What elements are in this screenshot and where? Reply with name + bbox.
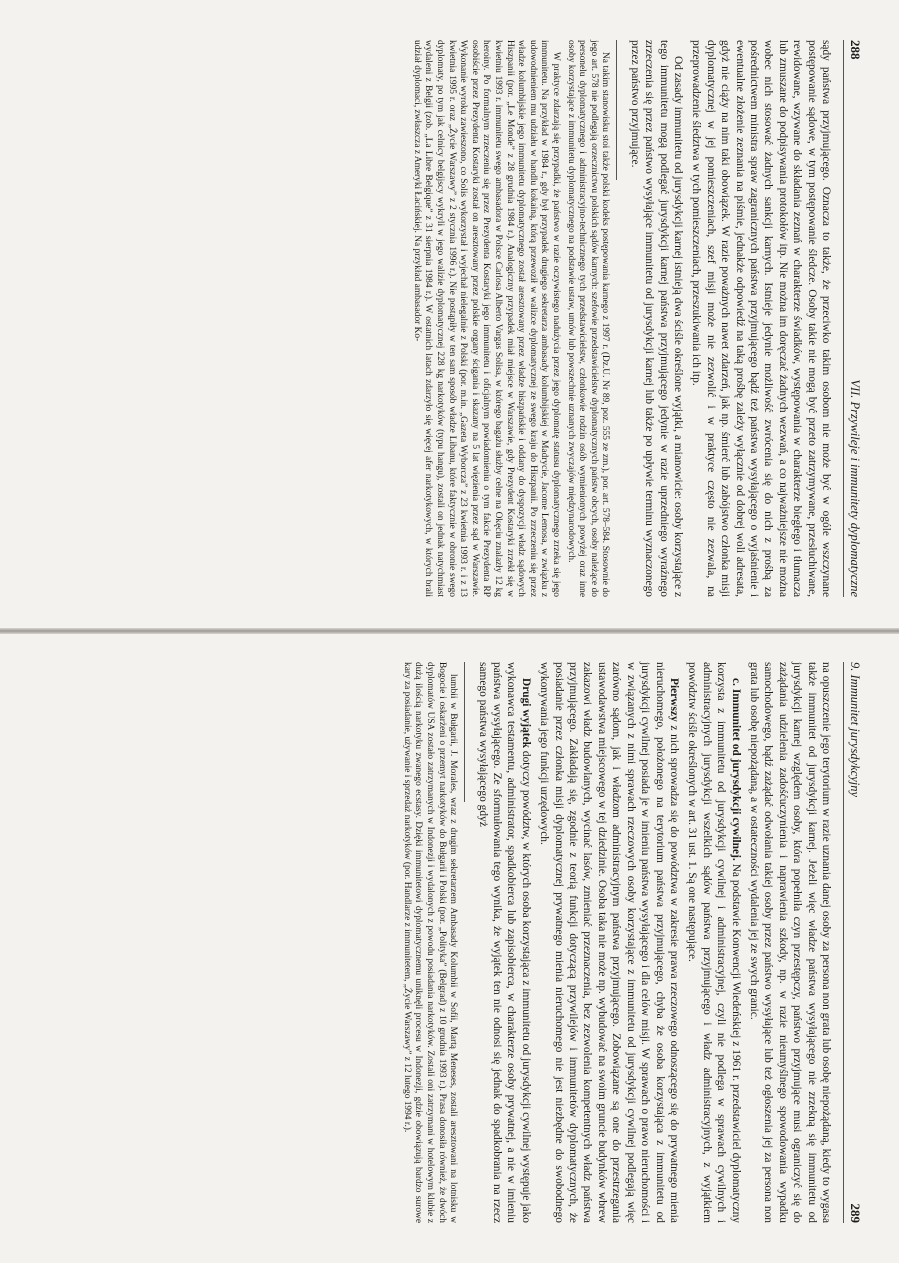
right-paragraph-3 [537, 662, 681, 1223]
footnote-separator [464, 662, 465, 802]
right-paragraph-1: na opuszczenie jego terytorium w razie uznania danej osoby za persona non grata lub osobę niepożądaną, kiedy to wygasa także immunitet od jurysdykcji karnej. Jeżeli więc władze państwa wysyłającego nie zrzekną się immunitetu od jurysdykcji karnej względem osoby, która popełniła czyn przestępczy, państwo przyjmujące musi ograniczyć się do zażądania udzielenia zadośćuczynienia i naprawienia szkody, np. w razie nieumyślnego spowodowania wypadku samochodowego, bądź zażądać odwołania takiej osoby przez państwo wysyłające lub też ogłoszenia jej za persona non grata lub osobę niepożądaną, a w ostateczności wydalenia jej ze swych granic. [747, 662, 832, 1223]
heading-civil-immunity: c. Immunitet od jurysdykcji cywilnej. [729, 678, 742, 861]
right-paragraph-2-text: Na podstawie Konwencji Wiedeńskiej z 1961 r. przedstawiciel dyplomatyczny korzysta z immunitetu od jurysdykcji cywilnej i administracyjnej, czyli nie podlega w sprawach cywilnych i administracyjnych jurysdykcji wszelkich sądów państwa przyjmującego i władz administracyjnych, z wyjątkiem powództw ściśle określonych w art. 31 ust. 1. Są one następujące. [686, 662, 742, 1223]
heading-first-exception: Pierwszy [667, 678, 680, 722]
right-page-number: 289 [848, 1203, 863, 1223]
right-running-header [843, 662, 863, 1223]
left-footnote-1: Na takim stanowisku stoi także polski kodeks postępowania karnego z 1997 r. (Dz.U. Nr 89, poz. 555 ze zm.), por. art. 578–584. Stosownie do jego art. 578 nie podlegają orzecznictwu polskich sądów karnych: szefowie przedstawicielstw dyplomatycznych państw obcych, osoby należące do personelu dyplomatycznego i administracyjno-technicznego tych przedstawicielstw, członkowie rodzin osób wymienionych powyżej oraz inne osoby korzystające z immunitetu dyplomatycznego na podstawie ustaw, umów lub powszechnie uznanych zwyczajów międzynarodowych. [565, 40, 611, 597]
footnote-separator [616, 40, 617, 180]
right-footnote-1: lumbii w Bułgarii, J. Morales, wraz z drugim sekretarzem Ambasady Kolumbii w Sofii, Martą Meneses, zostali aresztowani na lotnisku w Bogocie i oskarżeni o przemyt narkotyków do Bułgarii i Polski (por. „Polityka” (Belgrad) z 10 grudnia 1993 r.). Prasa donosiła również, że dwóch dyplomatów USA zostało zatrzymanych w Indonezji i wydalonych z powodu posiadania narkotyków. Zostali oni zatrzymani w hotelowym klubie z dużą ilością narkotyku zwanego ecstasy. Dzięki immunitetowi dyplomatycznemu uniknęli procesu w Indonezji, gdzie obowiązują bardzo surowe kary za posiadanie, używanie i sprzedaż narkotyków (por. Handlarze z immunitetem, „Życie Warszawy” z 12 lutego 1994 r.). [401, 662, 459, 1223]
right-paragraph-4 [475, 662, 533, 1223]
left-paragraph-2: Od zasady immunitetu od jurysdykcji karnej istnieją dwa ściśle określone wyjątki, a mianowicie: osoby korzystające z tego immunitetu mogą podlegać jurysdykcji karnej państwa przyjmującego jedynie w razie uprzedniego wyraźnego zrzeczenia się przez państwo wysyłające immunitetu od jurysdykcji karnej lub także po upływie terminu wyznaczonego przez państwo przyjmujące. [628, 40, 684, 597]
right-paragraph-4-text: dotyczy powództw, w których osoba korzystająca z immunitetu od jurysdykcji cywilnej występuje jako wykonawca testamentu, administrator, spadkobierca lub zapisobierca, w charakterze osoby prywatnej, a nie w imieniu państwa wysyłającego. Ze sformułowania tego wynika, że wyjątek ten nie odnosi się jednak do spadkobrania na rzecz samego państwa wysyłającego gdyż [476, 662, 532, 1223]
right-paragraph-3-text: z nich sprowadza się do powództwa w zakresie prawa rzeczowego odnoszącego się do prywatnego mienia nieruchomego, położonego na terytorium państwa przyjmującego, chyba że osoba korzystająca z immunitetu od jurysdykcji cywilnej posiada je w imieniu państwa wysyłającego i dla celów misji. W sprawach o prawo nieruchomości i w związanych z nimi sprawach rzeczowych osoby korzystające z immunitetu od jurysdykcji cywilnej podlegają więc zarówno sądom, jak i władzom administracyjnym państwa przyjmującego. Zobowiązane są one do przestrzegania ustawodawstwa miejscowego w tej dziedzinie. Osoba taka nie może np. wybudować na swoim gruncie budynków wbrew zakazowi władz budowlanych, wycinać lasów, zmieniać przeznaczenia, bez zezwolenia kompetentnych władz państwa przyjmującego. Zakładają się, zgodnie z teorią funkcji dotyczącą przywilejów i immunitetów dyplomatycznych, że posiadanie przez członka misji dyplomatycznej prywatnego mienia nieruchomego nie jest niezbędne do swobodnego wykonywania jego funkcji urzędowych. [538, 662, 680, 1223]
left-running-title: VII. Przywileje i immunitety dyplomatyczne [848, 379, 862, 597]
left-paragraph-1: sądy państwa przyjmującego. Oznacza to także, że przeciwko takim osobom nie może być w ogóle wszczynane postępowanie sądowe, w tym postępowanie śledcze. Osoby takie nie mogą być przeto zatrzymywane, przesłuchiwane, rewidowane, wzywane do składania zeznań w charakterze świadków, występowania w charakterze biegłego i tłumacza lub zmuszane do podpisywania protokołów itp. Nie można im doręczać żadnych wezwań, a co najważniejsze nie można wobec nich stosować żadnych sankcji karnych. Istnieje jedynie możliwość zwrócenia się do nich z prośbą za pośrednictwem ministra spraw zagranicznych państwa przyjmującego bądź też państwa wysyłającego o wyjaśnienie i ewentualne złożenie zeznania na piśmie, jednakże odpowiedź na taką prośbę zależy wyłącznie od dobrej woli adresata, gdyż nie ciąży na nim taki obowiązek. W razie poważnych nawet zdarzeń, jak np. śmierć lub zabójstwo członka misji dyplomatycznej w jej pomieszczeniach, szef misji może nie zezwolić i w praktyce często nie zezwala, na przeprowadzenie śledztwa w tych pomieszczeniach, przeszukiwania ich itp. [690, 40, 832, 597]
left-footnote-2: W praktyce zdarzają się przypadki, że państwo w razie oczywistego nadużycia przez jego dyplomatę statusu dyplomatycznego zrzeka się jego immunitetu. Na przykład w 1984 r., gdy był przypadek drugiego sekretarza ambasady kolumbijskiej w Madrycie, Jacome Lemosa, w związku z udowodnieniem mu udziału w handlu kokainą, którą przewoził w walizce dyplomatycznej ze swego kraju do Hiszpanii. Po zrzeczeniu się przez władze kolumbijskie jego immunitetu dyplomatycznego został aresztowany przez władze hiszpańskie i oddany do dyspozycji władz sądowych Hiszpanii (por. „Le Monde” z 28 grudnia 1984 r.). Analogiczny przypadek miał miejsce w Warszawie, gdy Prezydent Kostaryki zrzekł się w kwietniu 1993 r. immunitetu swego ambasadora w Polsce Carlosa Alberto Vargas Solisa, w którego bagażu służby celne na Okęciu znalazły 12 kg heroiny. Po formalnym zrzeczeniu się przez Prezydenta Kostaryki jego immunitetu i oficjalnym powiadomieniu o tym fakcie Prezydenta RP osobiście przez Prezydenta Kostaryki został on aresztowany przez polskie organy ścigania i skazany na 5 lat więzienia przez sąd w Warszawie. Wykonanie wyroku zawieszono, co Solis wykorzystał i wyjechał nielegalnie z Polski (por. m.in. „Gazeta Wyborcza” z 23 kwietnia 1993 r. i z 13 kwietnia 1995 r. oraz „Życie Warszawy” z 2 stycznia 1996 r.). Nie postąpiły w ten sam sposób władze Libanu, które faktycznie w obronie swego dyplomaty, po tym jak celnicy belgijscy wykryli w jego walizie dyplomatycznej 228 kg narkotyków (typu hangu), zostali on jednak natychmiast wydaleni z Belgii (zob. „La Libre Belgique” z 31 sierpnia 1984 r.). W ostatnich latach zdarzyło się więcej afer narkotykowych, w których brali udział dyplomaci, zwłaszcza z Ameryki Łacińskiej. Na przykład ambasador Ko- [411, 40, 561, 597]
right-running-title: 9. Immunitet jurysdykcyjny [848, 662, 862, 798]
right-paragraph-2 [685, 662, 743, 1223]
right-page [0, 632, 899, 1263]
left-running-header [843, 40, 863, 597]
heading-second-exception: Drugi wyjątek [519, 678, 532, 748]
left-page-number: 288 [848, 40, 863, 60]
left-page [0, 0, 899, 631]
